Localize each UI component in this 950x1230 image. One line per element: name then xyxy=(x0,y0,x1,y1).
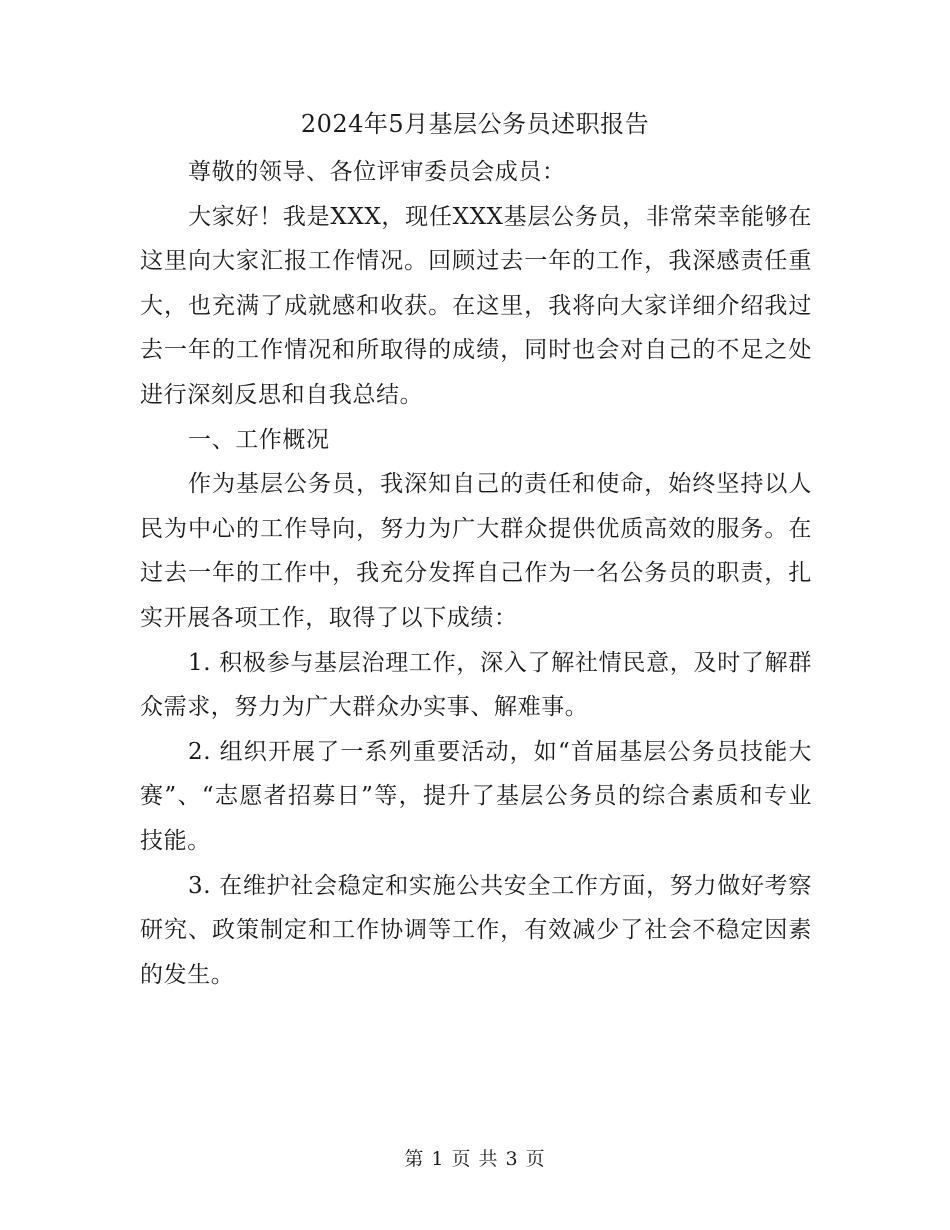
achievement-item-2: 2. 组织开展了一系列重要活动，如“首届基层公务员技能大赛”、“志愿者招募日”等，提升了基层公务员的综合素质和专业技能。 xyxy=(140,738,812,854)
section-heading-work-overview: 一、工作概况 xyxy=(188,426,330,453)
achievement-item-1: 1. 积极参与基层治理工作，深入了解社情民意，及时了解群众需求，努力为广大群众办实事、解难事。 xyxy=(140,649,812,721)
page-footer: 第 1 页 共 3 页 xyxy=(404,1148,546,1170)
overview-paragraph: 作为基层公务员，我深知自己的责任和使命，始终坚持以人民为中心的工作导向，努力为广大群众提供优质高效的服务。在过去一年的工作中，我充分发挥自己作为一名公务员的职责，扎实开展各项工作，取得了以下成绩： xyxy=(140,471,812,631)
intro-paragraph: 大家好！我是XXX，现任XXX基层公务员，非常荣幸能够在这里向大家汇报工作情况。回顾过去一年的工作，我深感责任重大，也充满了成就感和收获。在这里，我将向大家详细介绍我过去一年的工作情况和所取得的成绩，同时也会对自己的不足之处进行深刻反思和自我总结。 xyxy=(140,203,812,408)
document-body xyxy=(140,150,812,997)
achievement-item-3: 3. 在维护社会稳定和实施公共安全工作方面，努力做好考察研究、政策制定和工作协调等工作，有效减少了社会不稳定因素的发生。 xyxy=(140,872,812,988)
salutation: 尊敬的领导、各位评审委员会成员： xyxy=(188,159,566,185)
document-title: 2024年5月基层公务员述职报告 xyxy=(300,110,650,138)
